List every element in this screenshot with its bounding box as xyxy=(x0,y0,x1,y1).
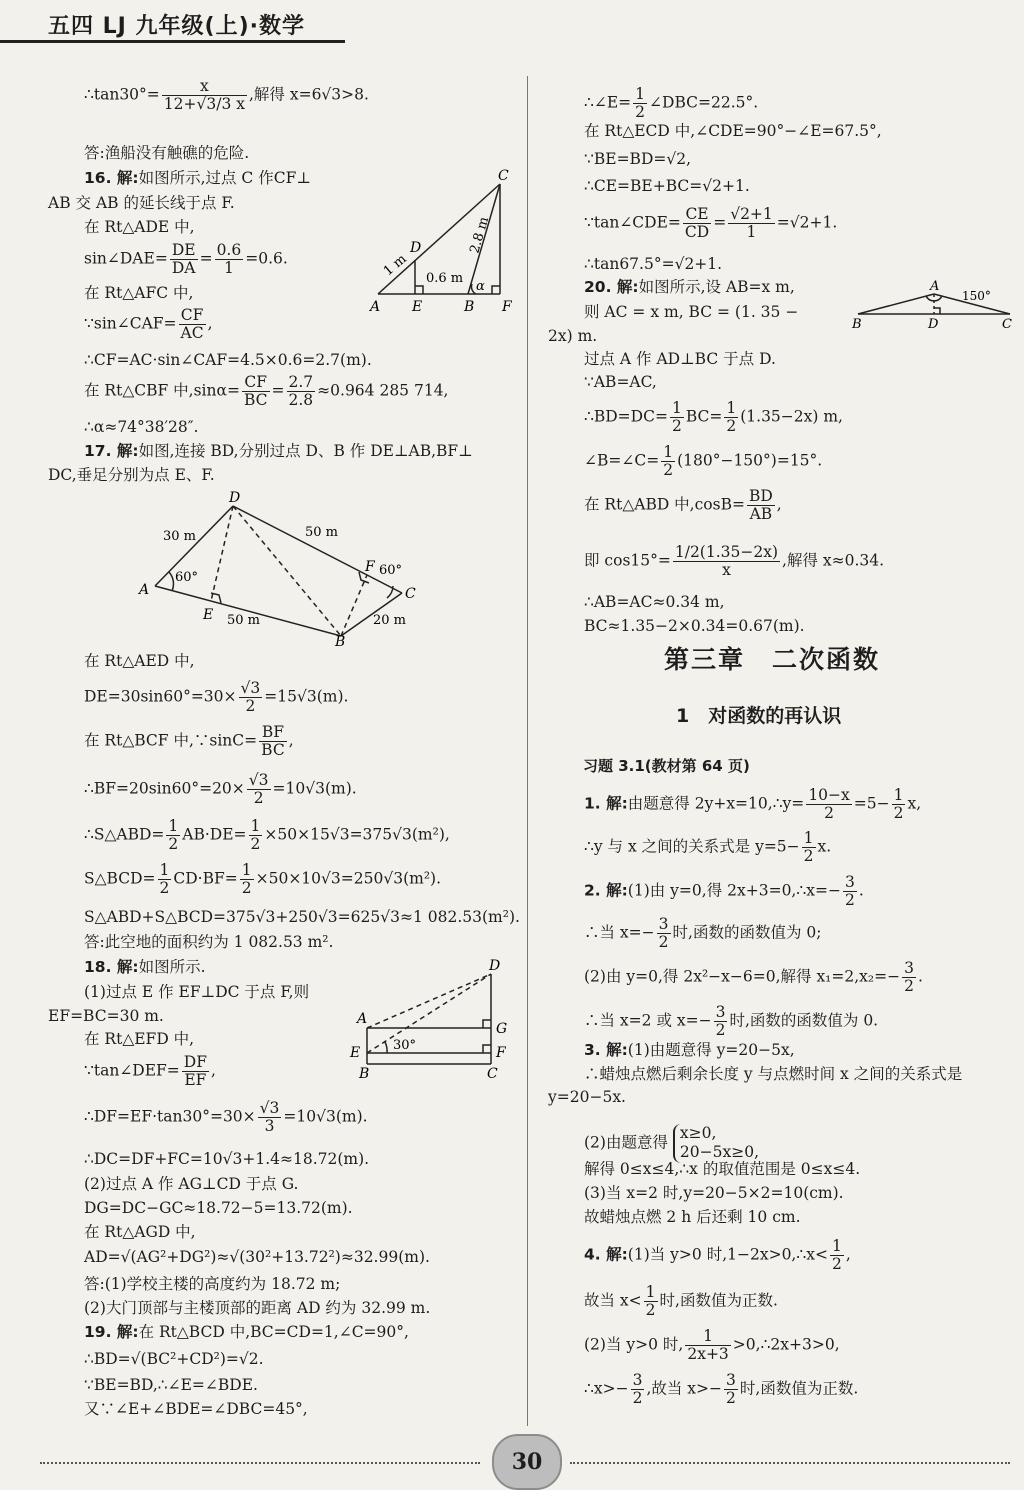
label-a: A xyxy=(370,299,381,315)
label-f: F xyxy=(502,299,512,315)
figure-18 xyxy=(345,956,520,1081)
line: 在 Rt△ADE 中, xyxy=(84,218,195,236)
line: ∴BF=20sin60°=20× $\frac{√3}{2}$ =10√3(m). xyxy=(84,771,357,808)
label-a: A xyxy=(357,1011,368,1027)
line: 在 Rt△BCF 中,∵sinC= $\frac{BF}{BC}$ , xyxy=(84,723,294,760)
line: 在 Rt△CBF 中,sinα= $\frac{CF}{BC}$ = $\frac{2.7}{2.8}$ ≈0.964 285 714, xyxy=(84,373,449,410)
label-50m-top: 50 m xyxy=(305,525,339,540)
line: 过点 A 作 AD⊥BC 于点 D. xyxy=(584,350,776,368)
label-e: E xyxy=(203,607,214,623)
label-30m: 30 m xyxy=(163,529,197,544)
label-20m: 20 m xyxy=(373,613,407,628)
line: ∴S△ABD= $\frac{1}{2}$ AB·DE= $\frac{1}{2}$ ×50×15√3=375√3(m²), xyxy=(84,817,450,854)
label-f: F xyxy=(496,1045,506,1061)
line: ∵tan∠DEF= $\frac{DF}{EF}$ , xyxy=(84,1053,216,1090)
line: 在 Rt△AFC 中, xyxy=(84,284,194,302)
line: ∴当 x=− $\frac{3}{2}$ 时,函数的函数值为 0; xyxy=(584,915,822,952)
line: ∵sin∠CAF= $\frac{CF}{AC}$ , xyxy=(84,306,213,343)
problem-18: 18. 解:如图所示. xyxy=(84,958,206,976)
line: 在 Rt△EFD 中, xyxy=(84,1030,195,1048)
problem-16: 16. 解:如图所示,过点 C 作CF⊥ xyxy=(84,169,311,187)
label-50m-bottom: 50 m xyxy=(227,613,261,628)
exercise-heading: 习题 3.1(教材第 64 页) xyxy=(583,757,750,775)
exercise-1: 1. 解:由题意得 2y+x=10,∴y= $\frac{10-x}{2}$ =5− $\frac{1}{2}$ x, xyxy=(584,786,922,823)
line: ∵BE=BD,∴∠E=∠BDE. xyxy=(84,1376,258,1394)
line: 答:渔船没有触礁的危险. xyxy=(84,144,250,162)
label-60-a: 60° xyxy=(175,570,199,585)
problem-17: 17. 解:如图,连接 BD,分别过点 D、B 作 DE⊥AB,BF⊥ xyxy=(84,442,473,460)
line: (2)由 y=0,得 2x²−x−6=0,解得 x₁=2,x₂=− $\frac{3}{2}$ . xyxy=(584,959,923,996)
line: 在 Rt△ECD 中,∠CDE=90°−∠E=67.5°, xyxy=(584,122,882,140)
section-title: 1 对函数的再认识 xyxy=(676,705,842,727)
line: ∴当 x=2 或 x=− $\frac{3}{2}$ 时,函数的函数值为 0. xyxy=(584,1003,879,1040)
book-title: 五四 LJ 九年级(上)·数学 xyxy=(48,14,305,39)
line: ∴蜡烛点燃后剩余长度 y 与点燃时间 x 之间的关系式是 xyxy=(584,1065,963,1083)
problem-20: 20. 解:如图所示,设 AB=x m, xyxy=(584,278,795,296)
line: (3)当 x=2 时,y=20−5×2=10(cm). xyxy=(584,1184,844,1202)
line: ∴BD=DC= $\frac{1}{2}$ BC= $\frac{1}{2}$ (1.35−2x) m, xyxy=(584,399,843,436)
label-f: F xyxy=(365,559,375,575)
line: S△BCD= $\frac{1}{2}$ CD·BF= $\frac{1}{2}$ ×50×10√3=250√3(m²). xyxy=(84,861,442,898)
line: ∵AB=AC, xyxy=(584,373,657,391)
line: 在 Rt△AGD 中, xyxy=(84,1223,196,1241)
label-e: E xyxy=(350,1045,361,1061)
label-a: A xyxy=(139,582,150,598)
line: (2)由题意得 x≥0, 20−5x≥0, xyxy=(584,1124,759,1162)
line: 又∵∠E+∠BDE=∠DBC=45°, xyxy=(84,1400,308,1418)
line: S△ABD+S△BCD=375√3+250√3=625√3≈1 082.53(m²). xyxy=(84,908,520,926)
label-b: B xyxy=(359,1066,370,1081)
label-d: D xyxy=(489,958,501,974)
problem-19: 19. 解:在 Rt△BCD 中,BC=CD=1,∠C=90°, xyxy=(84,1323,409,1341)
line: (2)大门顶部与主楼顶部的距离 AD 约为 32.99 m. xyxy=(84,1299,431,1317)
footer-rule-right xyxy=(570,1462,1010,1464)
footer-rule-left xyxy=(40,1462,480,1464)
line: 解得 0≤x≤4,∴x 的取值范围是 0≤x≤4. xyxy=(584,1160,861,1178)
line: ∴∠E= $\frac{1}{2}$ ∠DBC=22.5°. xyxy=(584,85,759,122)
line: ∴CE=BE+BC=√2+1. xyxy=(584,177,750,195)
line: ∴DF=EF·tan30°=30× $\frac{√3}{3}$ =10√3(m). xyxy=(84,1099,368,1136)
line: ∵tan∠CDE= $\frac{CE}{CD}$ = $\frac{√2+1}{1}$ =√2+1. xyxy=(584,205,838,242)
page-number: 30 xyxy=(492,1434,562,1490)
line: (2)当 y>0 时, $\frac{1}{2x+3}$ >0,∴2x+3>0, xyxy=(584,1327,840,1364)
line: DE=30sin60°=30× $\frac{√3}{2}$ =15√3(m). xyxy=(84,679,349,716)
line: 2x) m. xyxy=(548,327,598,345)
label-2-8m: 2.8 m xyxy=(467,215,493,256)
line: ∴DC=DF+FC=10√3+1.4≈18.72(m). xyxy=(84,1150,370,1168)
line: 答:(1)学校主楼的高度约为 18.72 m; xyxy=(84,1275,341,1293)
line: BC≈1.35−2×0.34=0.67(m). xyxy=(584,617,805,635)
line: (2)过点 A 作 AG⊥CD 于点 G. xyxy=(84,1175,299,1193)
exercise-4: 4. 解:(1)当 y>0 时,1−2x>0,∴x< $\frac{1}{2}$ , xyxy=(584,1237,851,1274)
header-rule xyxy=(0,40,345,43)
system-brace: x≥0, 20−5x≥0, xyxy=(673,1124,759,1163)
page-header xyxy=(0,0,340,44)
label-b: B xyxy=(852,317,862,332)
label-d: D xyxy=(410,240,422,256)
label-30deg: 30° xyxy=(393,1038,417,1053)
line: ∴AB=AC≈0.34 m, xyxy=(584,593,725,611)
line: ∴y 与 x 之间的关系式是 y=5− $\frac{1}{2}$ x. xyxy=(584,829,832,866)
label-b: B xyxy=(464,299,475,315)
line: 则 AC = x m, BC = (1. 35 − xyxy=(584,303,799,321)
label-alpha: α xyxy=(476,279,485,294)
figure-20 xyxy=(850,280,1020,332)
line: ∴tan67.5°=√2+1. xyxy=(584,255,723,273)
label-e: E xyxy=(412,299,423,315)
line: sin∠DAE= $\frac{DE}{DA}$ = $\frac{0.6}{1}$ =0.6. xyxy=(84,241,288,278)
exercise-2: 2. 解:(1)由 y=0,得 2x+3=0,∴x=− $\frac{3}{2}$ . xyxy=(584,873,864,910)
line: DC,垂足分别为点 E、F. xyxy=(48,466,215,484)
label-a: A xyxy=(930,280,940,294)
column-divider xyxy=(527,76,528,1426)
line: 答:此空地的面积约为 1 082.53 m². xyxy=(84,933,334,951)
chapter-title: 第三章 二次函数 xyxy=(664,645,881,674)
line: DG=DC−GC≈18.72−5=13.72(m). xyxy=(84,1199,353,1217)
figure-16 xyxy=(368,166,520,316)
line: ∴tan30°= $\frac{x}{12+√3/3 x}$ ,解得 x=6√3>8. xyxy=(84,77,369,114)
label-d: D xyxy=(229,490,241,506)
label-c: C xyxy=(487,1066,498,1081)
line: ∴CF=AC·sin∠CAF=4.5×0.6=2.7(m). xyxy=(84,351,372,369)
line: AB 交 AB 的延长线于点 F. xyxy=(48,194,235,212)
line: 在 Rt△ABD 中,cosB= $\frac{BD}{AB}$ , xyxy=(584,487,782,524)
line: 故当 x< $\frac{1}{2}$ 时,函数值为正数. xyxy=(584,1283,778,1320)
line: ∴BD=√(BC²+CD²)=√2. xyxy=(84,1350,264,1368)
label-c: C xyxy=(405,586,416,602)
line: ∴x>− $\frac{3}{2}$ ,故当 x>− $\frac{3}{2}$ 时,函数值为正数. xyxy=(584,1371,859,1408)
line: ∴α≈74°38′28″. xyxy=(84,418,199,436)
label-g: G xyxy=(496,1021,508,1037)
fraction: $\frac{x}{12+√3/3 x}$ xyxy=(163,77,245,114)
label-60-f: 60° xyxy=(379,563,403,578)
figure-17 xyxy=(135,486,425,651)
line: ∠B=∠C= $\frac{1}{2}$ (180°−150°)=15°. xyxy=(584,443,823,480)
label-0-6m: 0.6 m xyxy=(426,271,464,286)
exercise-3: 3. 解:(1)由题意得 y=20−5x, xyxy=(584,1041,795,1059)
label-b: B xyxy=(335,634,346,650)
label-c: C xyxy=(1002,317,1012,332)
line: (1)过点 E 作 EF⊥DC 于点 F,则 xyxy=(84,983,310,1001)
label-d: D xyxy=(928,317,939,332)
label-150deg: 150° xyxy=(962,289,991,303)
label-1m: 1 m xyxy=(380,251,410,280)
line: EF=BC=30 m. xyxy=(48,1007,164,1025)
line: 故蜡烛点燃 2 h 后还剩 10 cm. xyxy=(584,1208,801,1226)
label-c: C xyxy=(498,168,509,184)
line: 即 cos15°= $\frac{1/2(1.35-2x)}{x}$ ,解得 x≈0.34. xyxy=(584,543,885,580)
line: ∵BE=BD=√2, xyxy=(584,150,692,168)
line: 在 Rt△AED 中, xyxy=(84,652,195,670)
line: y=20−5x. xyxy=(548,1088,626,1106)
line: AD=√(AG²+DG²)≈√(30²+13.72²)≈32.99(m). xyxy=(84,1248,430,1266)
